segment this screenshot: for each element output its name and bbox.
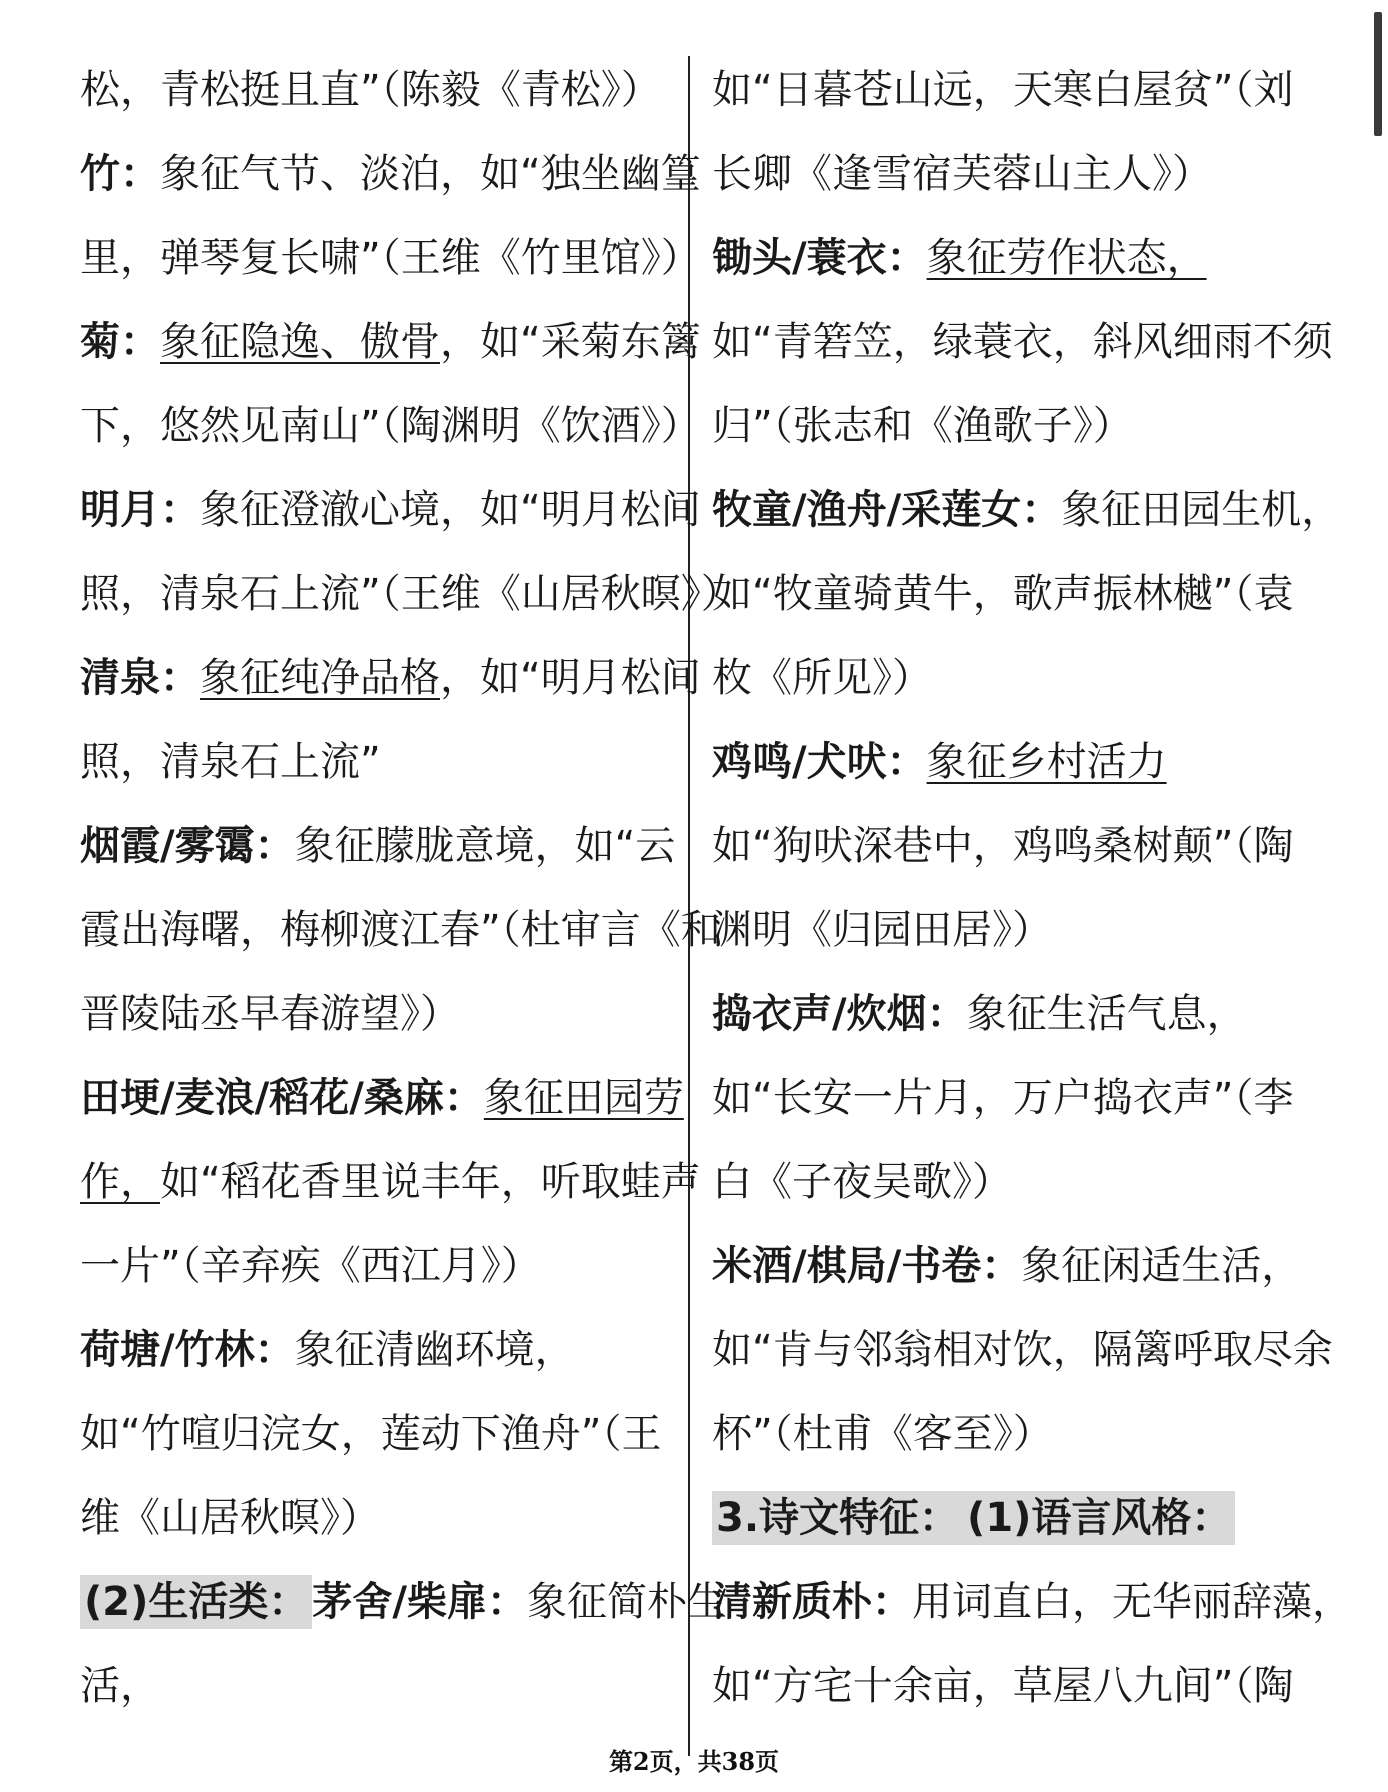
text-segment: 长卿《逢雪宿芙蓉山主人》） bbox=[712, 151, 1212, 197]
underlined-text: 象征劳作状态， bbox=[926, 235, 1207, 281]
text-segment: 照，清泉石上流”（王维《山居秋暝》） bbox=[80, 571, 741, 617]
text-segment: 归”（张志和《渔歌子》） bbox=[712, 403, 1133, 449]
text-segment: 枚《所见》） bbox=[712, 655, 932, 701]
text-segment: 象征气节、淡泊，如“独坐幽篁 bbox=[160, 151, 701, 197]
bold-term: 捣衣声/炊烟： bbox=[712, 991, 967, 1037]
left-text-line bbox=[80, 216, 701, 300]
bold-term: 米酒/棋局/书卷： bbox=[712, 1243, 1022, 1289]
left-text-line bbox=[80, 384, 701, 468]
left-text-line bbox=[80, 132, 701, 216]
left-text-line bbox=[80, 1224, 680, 1308]
right-text-line bbox=[712, 804, 1312, 888]
left-text-line bbox=[80, 1560, 728, 1644]
column-divider bbox=[688, 56, 690, 1756]
right-text-line bbox=[712, 1140, 1312, 1224]
text-segment: 如“青箬笠，绿蓑衣，斜风细雨不须 bbox=[712, 319, 1333, 365]
right-text-line bbox=[712, 1644, 1312, 1728]
right-text-line bbox=[712, 1560, 1352, 1644]
right-text-line bbox=[712, 888, 1312, 972]
bold-term: 鸡鸣/犬吠： bbox=[712, 739, 927, 785]
underlined-text: 作， bbox=[80, 1159, 160, 1205]
right-text-line bbox=[712, 132, 1312, 216]
text-segment: 活， bbox=[80, 1663, 160, 1709]
text-segment: 渊明《归园田居》） bbox=[712, 907, 1052, 953]
left-text-line bbox=[80, 888, 721, 972]
text-segment: 照，清泉石上流” bbox=[80, 739, 381, 785]
left-column bbox=[80, 48, 741, 1728]
right-text-line bbox=[712, 300, 1333, 384]
underlined-text: 象征隐逸、傲骨 bbox=[160, 319, 440, 365]
left-text-line bbox=[80, 300, 701, 384]
text-segment: 用词直白，无华丽辞藻， bbox=[912, 1579, 1352, 1625]
left-text-line bbox=[80, 636, 701, 720]
right-text-line bbox=[712, 1056, 1312, 1140]
bold-term: 清新质朴： bbox=[712, 1579, 912, 1625]
bold-term: 牧童/渔舟/采莲女： bbox=[712, 487, 1062, 533]
page-number: 第2页，共38页 bbox=[608, 1747, 780, 1776]
bold-term: 茅舍/柴扉： bbox=[312, 1579, 528, 1625]
right-text-line bbox=[712, 1392, 1312, 1476]
underlined-text: 象征纯净品格 bbox=[200, 655, 440, 701]
text-segment: 晋陵陆丞早春游望》） bbox=[80, 991, 460, 1037]
text-segment: 如“方宅十余亩，草屋八九间”（陶 bbox=[712, 1663, 1294, 1709]
scrollbar[interactable] bbox=[1374, 12, 1382, 136]
bold-term: 明月： bbox=[80, 487, 200, 533]
right-text-line bbox=[712, 468, 1342, 552]
left-text-line bbox=[80, 720, 680, 804]
bold-term: 荷塘/竹林： bbox=[80, 1327, 295, 1373]
text-segment: 松，青松挺且直”（陈毅《青松》） bbox=[80, 67, 661, 113]
underlined-text: 象征田园劳 bbox=[483, 1075, 684, 1121]
text-segment: 如“肯与邻翁相对饮，隔篱呼取尽余 bbox=[712, 1327, 1333, 1373]
text-segment: 霞出海曙，梅柳渡江春”（杜审言《和 bbox=[80, 907, 721, 953]
text-segment: 象征清幽环境， bbox=[294, 1327, 575, 1373]
right-text-line bbox=[712, 636, 1312, 720]
text-segment: 杯”（杜甫《客至》） bbox=[712, 1411, 1053, 1457]
right-text-line bbox=[712, 48, 1312, 132]
left-text-line bbox=[80, 552, 741, 636]
highlighted-heading: 3.诗文特征： bbox=[712, 1491, 963, 1545]
text-segment: 象征朦胧意境，如“云 bbox=[294, 823, 676, 869]
bold-term: 清泉： bbox=[80, 655, 200, 701]
text-segment: 如“狗吠深巷中，鸡鸣桑树颠”（陶 bbox=[712, 823, 1294, 869]
text-segment: ，如“采菊东篱 bbox=[440, 319, 701, 365]
text-segment: 如“竹喧归浣女，莲动下渔舟”（王 bbox=[80, 1411, 662, 1457]
left-text-line bbox=[80, 804, 680, 888]
left-text-line bbox=[80, 1392, 680, 1476]
right-text-line bbox=[712, 384, 1312, 468]
left-text-line bbox=[80, 48, 680, 132]
bold-term: 竹： bbox=[80, 151, 160, 197]
bold-term: 田埂/麦浪/稻花/桑麻： bbox=[80, 1075, 484, 1121]
text-segment: 象征澄澈心境，如“明月松间 bbox=[200, 487, 701, 533]
left-text-line bbox=[80, 1308, 680, 1392]
highlighted-heading: (2)生活类： bbox=[80, 1575, 312, 1629]
underlined-text: 象征乡村活力 bbox=[926, 739, 1167, 785]
bold-term: 烟霞/雾霭： bbox=[80, 823, 295, 869]
text-segment: 如“稻花香里说丰年，听取蛙声 bbox=[160, 1159, 701, 1205]
text-segment: 下，悠然见南山”（陶渊明《饮酒》） bbox=[80, 403, 701, 449]
highlighted-heading: (1)语言风格： bbox=[963, 1491, 1235, 1545]
text-segment: 里，弹琴复长啸”（王维《竹里馆》） bbox=[80, 235, 701, 281]
bold-term: 锄头/蓑衣： bbox=[712, 235, 927, 281]
right-text-line bbox=[712, 1476, 1312, 1560]
text-segment: 象征田园生机， bbox=[1061, 487, 1342, 533]
text-segment: ，如“明月松间 bbox=[440, 655, 701, 701]
right-text-line bbox=[712, 720, 1312, 804]
left-text-line bbox=[80, 1644, 680, 1728]
text-segment: 一片”（辛弃疾《西江月》） bbox=[80, 1243, 541, 1289]
text-segment: 如“牧童骑黄牛，歌声振林樾”（袁 bbox=[712, 571, 1294, 617]
text-segment: 如“日暮苍山远，天寒白屋贫”（刘 bbox=[712, 67, 1294, 113]
text-segment: 象征生活气息， bbox=[966, 991, 1247, 1037]
right-column bbox=[712, 48, 1352, 1728]
right-text-line bbox=[712, 1224, 1312, 1308]
text-segment: 白《子夜吴歌》） bbox=[712, 1159, 1012, 1205]
text-segment: 如“长安一片月，万户捣衣声”（李 bbox=[712, 1075, 1294, 1121]
left-text-line bbox=[80, 468, 701, 552]
left-text-line bbox=[80, 1056, 684, 1140]
text-segment: 象征简朴生 bbox=[527, 1579, 728, 1625]
text-segment: 维《山居秋暝》） bbox=[80, 1495, 380, 1541]
right-text-line bbox=[712, 1308, 1333, 1392]
right-text-line bbox=[712, 552, 1312, 636]
left-text-line bbox=[80, 1140, 701, 1224]
text-segment: 象征闲适生活， bbox=[1021, 1243, 1302, 1289]
right-text-line bbox=[712, 972, 1312, 1056]
left-text-line bbox=[80, 1476, 680, 1560]
left-text-line bbox=[80, 972, 680, 1056]
bold-term: 菊： bbox=[80, 319, 160, 365]
right-text-line bbox=[712, 216, 1312, 300]
